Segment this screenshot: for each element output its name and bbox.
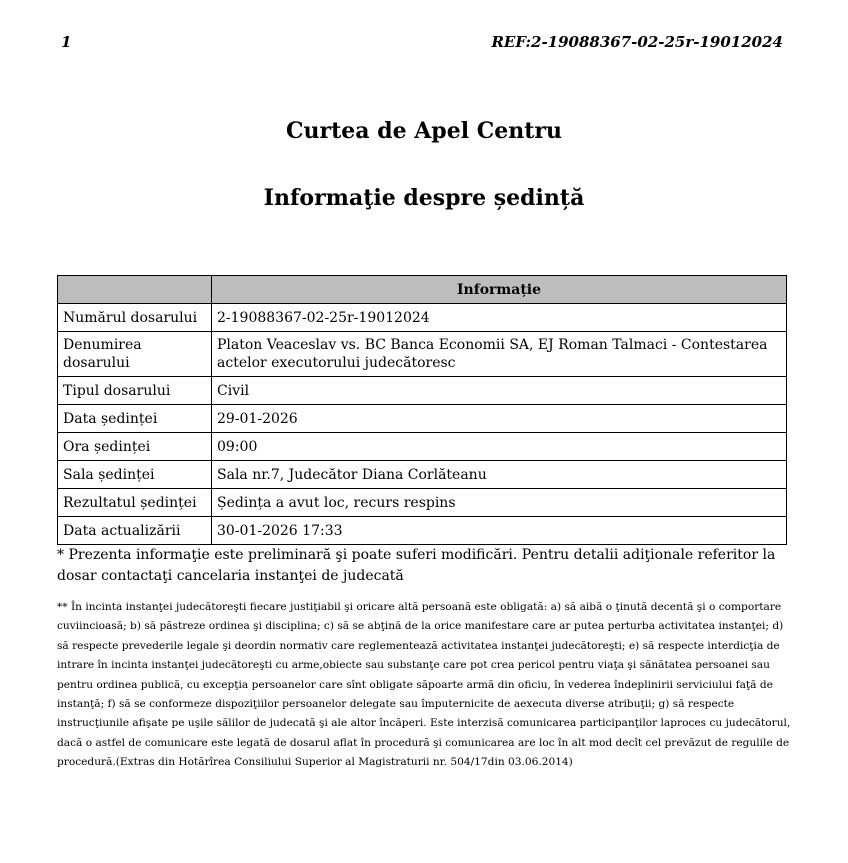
table-header-info-column: Informație [212, 276, 787, 304]
table-row [58, 377, 787, 405]
page-title: Informaţie despre ședință [263, 185, 585, 211]
table-row [58, 405, 787, 433]
row-value: 29-01-2026 [212, 405, 787, 433]
row-value: Civil [212, 377, 787, 405]
row-value: 2-19088367-02-25r-19012024 [212, 304, 787, 332]
row-value: Ședința a avut loc, recurs respins [212, 489, 787, 517]
row-label: Rezultatul ședinței [58, 489, 212, 517]
page-number: 1 [61, 33, 72, 51]
row-value: 09:00 [212, 433, 787, 461]
row-label: Sala ședinței [58, 461, 212, 489]
row-label: Data ședinței [58, 405, 212, 433]
row-label: Tipul dosarului [58, 377, 212, 405]
row-value: 30-01-2026 17:33 [212, 517, 787, 545]
table-header-row [58, 276, 787, 304]
row-label: Ora ședinței [58, 433, 212, 461]
table-row [58, 489, 787, 517]
row-value: Platon Veaceslav vs. BC Banca Economii SA, EJ Roman Talmaci - Contestarea actelor executorului judecătoresc [212, 332, 787, 377]
court-title: Curtea de Apel Centru [286, 118, 562, 144]
table-row [58, 433, 787, 461]
reference-number: REF:2-19088367-02-25r-19012024 [491, 33, 783, 51]
table-row [58, 304, 787, 332]
table-header-label-column [58, 276, 212, 304]
preliminary-note: * Prezenta informaţie este preliminară şi poate suferi modificări. Pentru detalii adiţionale referitor la dosar contactaţi cancelaria instanţei de judecată [57, 547, 776, 584]
table-row [58, 517, 787, 545]
row-label: Numărul dosarului [58, 304, 212, 332]
row-value: Sala nr.7, Judecător Diana Corlăteanu [212, 461, 787, 489]
row-label: Data actualizării [58, 517, 212, 545]
table-row [58, 461, 787, 489]
table-row [58, 332, 787, 377]
row-label: Denumirea dosarului [58, 332, 212, 377]
court-rules-note: ** În incinta instanţei judecătoreşti fiecare justiţiabil şi oricare altă persoană este obligată: a) să aibă o ţinută decentă şi o comportare cuviincioasă; b) să păstreze ordinea şi disciplina; c) să se abţină de la orice manifestare care ar putea perturba activitatea instanţei; d) să respecte prevederile legale şi deordin normativ care reglementează activitatea instanţei judecătoreşti; e) să respecte interdicţia de intrare în incinta instanţei judecătoreşti cu arme,obiecte sau substanţe care pot crea pericol pentru viaţa şi sănătatea persoanei sau pentru ordinea publică, cu excepţia persoanelor care sînt obligate săpoarte armă din oficiu, în vederea îndeplinirii serviciului faţă de instanţă; f) să se conformeze dispoziţiilor persoanelor delegate sau împuternicite de aexecuta diverse atribuţii; g) să respecte instrucţiunile afişate pe uşile sălilor de judecată şi ale altor încăperi. Este interzisă comunicarea participanţilor laproces cu judecătorul, dacă o astfel de comunicare este legată de dosarul aflat în procedură şi comunicarea are loc în alt mod decît cel prevăzut de regulile de procedură.(Extras din Hotărîrea Consiliului Superior al Magistraturii nr. 504/17din 03.06.2014) [57, 601, 791, 769]
session-info-table [57, 275, 787, 545]
